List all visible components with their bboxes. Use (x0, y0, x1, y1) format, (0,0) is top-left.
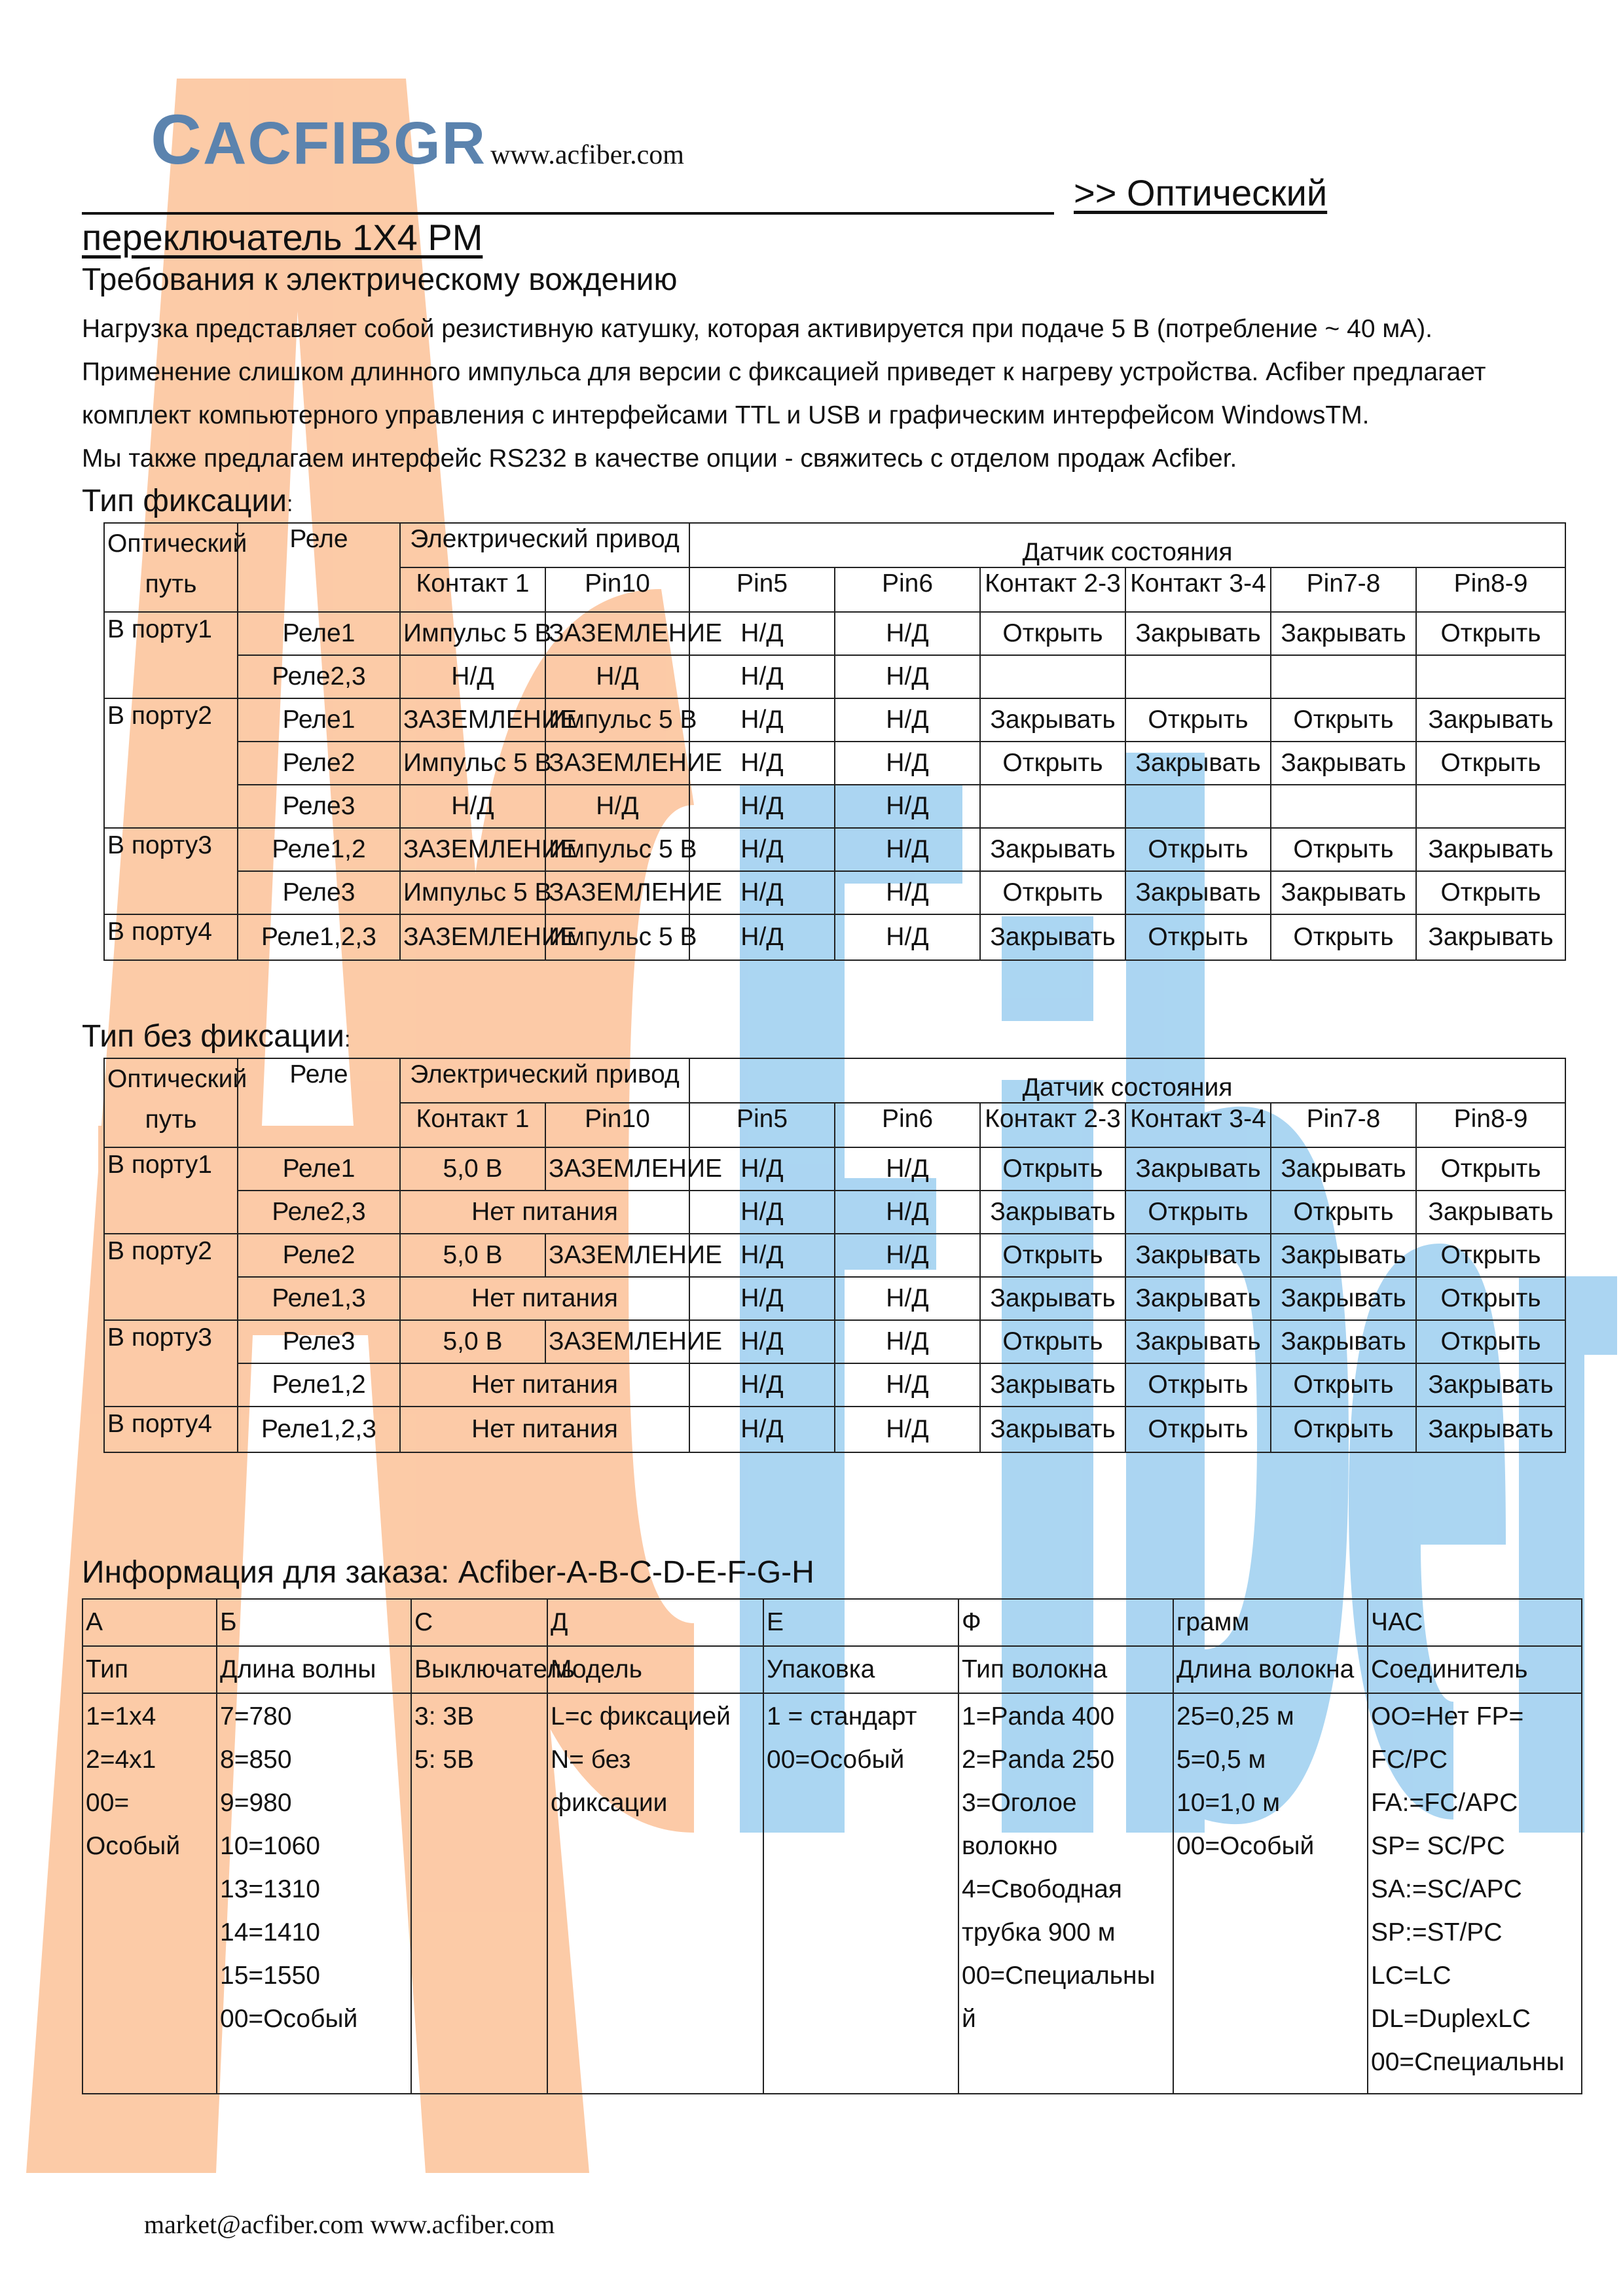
col-contact34: Контакт 3-4 (1125, 567, 1271, 612)
ordering-heading: Информация для заказа: Acfiber-A-B-C-D-E-F-G-H (82, 1555, 814, 1590)
cell-contact1: 5,0 В (400, 1234, 545, 1277)
col-electrical: Электрический привод (400, 1058, 689, 1103)
electrical-line-2: Применение слишком длинного импульса для версии с фиксацией приведет к нагреву устройства. Acfiber предлагает (82, 358, 1486, 386)
cell-relay: Реле1 (238, 612, 400, 655)
cell-p78: Закрывать (1271, 742, 1416, 785)
cell-p78: Открыть (1271, 828, 1416, 871)
cell-p89: Закрывать (1416, 1191, 1565, 1234)
cell-c23: Открыть (980, 1320, 1125, 1363)
col-pin10: Pin10 (545, 567, 689, 612)
cell-pin10: Н/Д (545, 655, 689, 698)
footer-contact: market@acfiber.com www.acfiber.com (144, 2210, 555, 2239)
nonlatched-header-row-1 (104, 1058, 1565, 1103)
cell-p6: Н/Д (835, 1191, 980, 1234)
cell-c23: Закрывать (980, 1407, 1125, 1452)
cell-c23 (980, 785, 1125, 828)
cell-p78: Закрывать (1271, 1277, 1416, 1320)
list-item: волокно (962, 1832, 1058, 1860)
col-status-sensor: Датчик состояния (689, 523, 1565, 567)
ordering-code: Д (547, 1599, 763, 1646)
cell-c23: Закрывать (980, 1363, 1125, 1407)
latched-title: Тип фиксации (82, 484, 287, 518)
cell-pin10: ЗАЗЕМЛЕНИЕ (545, 1234, 689, 1277)
cell-relay: Реле1 (238, 1147, 400, 1191)
col-relay: Реле (238, 523, 400, 612)
col-contact23: Контакт 2-3 (980, 1103, 1125, 1147)
cell-contact1: 5,0 В (400, 1320, 545, 1363)
ordering-label: Длина волокна (1173, 1646, 1368, 1693)
ordering-options (411, 1693, 547, 2094)
list-item: 00=Специальны (962, 1962, 1156, 1990)
list-item: 1=Panda 400 (962, 1702, 1115, 1731)
col-relay: Реле (238, 1058, 400, 1147)
list-item: 25=0,25 м (1176, 1702, 1294, 1731)
ordering-options-row (82, 1693, 1582, 2094)
ordering-code: A (82, 1599, 217, 1646)
cell-pin10: Импульс 5 В (545, 698, 689, 742)
cell-p6: Н/Д (835, 1407, 980, 1452)
cell-p78: Закрывать (1271, 1320, 1416, 1363)
cell-p89: Открыть (1416, 612, 1565, 655)
list-item: 10=1060 (220, 1832, 320, 1860)
col-pin89: Pin8-9 (1416, 1103, 1565, 1147)
ordering-label: Упаковка (763, 1646, 958, 1693)
cell-contact1: ЗАЗЕМЛЕНИЕ (400, 828, 545, 871)
list-item: SA:=SC/APC (1371, 1875, 1522, 1903)
cell-contact1: Н/Д (400, 655, 545, 698)
electrical-line-3: комплект компьютерного управления с интерфейсами TTL и USB и графическим интерфейсом WindowsTM. (82, 401, 1370, 429)
ordering-options (763, 1693, 958, 2094)
cell-p89: Закрывать (1416, 1407, 1565, 1452)
cell-p5: Н/Д (689, 1363, 835, 1407)
ordering-label: Длина волны (217, 1646, 411, 1693)
latched-heading (82, 483, 293, 519)
cell-power: Нет питания (400, 1363, 689, 1407)
cell-p6: Н/Д (835, 1363, 980, 1407)
cell-relay: Реле3 (238, 871, 400, 914)
list-item: трубка 900 м (962, 1918, 1116, 1946)
cell-relay: Реле1 (238, 698, 400, 742)
list-item: 14=1410 (220, 1918, 320, 1946)
ordering-options (1173, 1693, 1368, 2094)
cell-relay: Реле2 (238, 1234, 400, 1277)
ordering-options (547, 1693, 763, 2094)
cell-c23: Открыть (980, 1147, 1125, 1191)
list-item: SP= SC/PC (1371, 1832, 1505, 1860)
company-logo (151, 98, 684, 180)
cell-p78: Открыть (1271, 1407, 1416, 1452)
cell-contact1: Импульс 5 В (400, 871, 545, 914)
electrical-line-4: Мы также предлагаем интерфейс RS232 в качестве опции - свяжитесь с отделом продаж Acfiber. (82, 444, 1237, 473)
list-item: 00= (86, 1789, 130, 1817)
latched-header-row-1 (104, 523, 1565, 567)
cell-optical-path: В порту2 (104, 698, 238, 828)
col-pin6: Pin6 (835, 1103, 980, 1147)
col-contact1: Контакт 1 (400, 1103, 545, 1147)
col-optical-path: Оптический путь (104, 1058, 238, 1147)
list-item: FC/PC (1371, 1746, 1448, 1774)
cell-relay: Реле2,3 (238, 1191, 400, 1234)
cell-contact1: Н/Д (400, 785, 545, 828)
cell-c34: Закрывать (1125, 1147, 1271, 1191)
cell-c34: Закрывать (1125, 1277, 1271, 1320)
list-item: 4=Свободная (962, 1875, 1122, 1903)
cell-p5: Н/Д (689, 1320, 835, 1363)
ordering-code: ЧАС (1368, 1599, 1582, 1646)
cell-c34: Закрывать (1125, 871, 1271, 914)
cell-optical-path: В порту4 (104, 1407, 238, 1452)
table-row (104, 1320, 1565, 1363)
cell-p89: Открыть (1416, 1147, 1565, 1191)
ordering-options (217, 1693, 411, 2094)
cell-p78: Открыть (1271, 1363, 1416, 1407)
cell-c34: Закрывать (1125, 612, 1271, 655)
cell-relay: Реле2 (238, 742, 400, 785)
cell-p89: Открыть (1416, 1320, 1565, 1363)
cell-relay: Реле3 (238, 785, 400, 828)
list-item: 15=1550 (220, 1962, 320, 1990)
cell-p6: Н/Д (835, 698, 980, 742)
table-row (104, 698, 1565, 742)
cell-p6: Н/Д (835, 612, 980, 655)
list-item: 2=Panda 250 (962, 1746, 1115, 1774)
col-contact1: Контакт 1 (400, 567, 545, 612)
cell-c23: Закрывать (980, 914, 1125, 960)
list-item: N= без (551, 1746, 631, 1774)
cell-p89: Закрывать (1416, 828, 1565, 871)
cell-p78: Закрывать (1271, 1234, 1416, 1277)
ordering-label: Выключатель (411, 1646, 547, 1693)
table-row (104, 1363, 1565, 1407)
cell-p78: Закрывать (1271, 871, 1416, 914)
cell-p89: Закрывать (1416, 914, 1565, 960)
list-item: Особый (86, 1832, 181, 1860)
cell-p78 (1271, 785, 1416, 828)
cell-p6: Н/Д (835, 785, 980, 828)
cell-pin10: ЗАЗЕМЛЕНИЕ (545, 1320, 689, 1363)
cell-p78: Открыть (1271, 698, 1416, 742)
list-item: DL=DuplexLC (1371, 2005, 1531, 2033)
cell-p6: Н/Д (835, 1234, 980, 1277)
ordering-code: Ф (958, 1599, 1173, 1646)
ordering-options (1368, 1693, 1582, 2094)
list-item: й (962, 2005, 976, 2033)
cell-p6: Н/Д (835, 655, 980, 698)
cell-c23: Закрывать (980, 1191, 1125, 1234)
cell-c34 (1125, 655, 1271, 698)
logo-brand: CACFIBGR (151, 99, 487, 179)
cell-pin10: ЗАЗЕМЛЕНИЕ (545, 742, 689, 785)
ordering-label-row (82, 1646, 1582, 1693)
cell-contact1: Импульс 5 В (400, 742, 545, 785)
cell-p5: Н/Д (689, 1277, 835, 1320)
ordering-label: Модель (547, 1646, 763, 1693)
col-pin78: Pin7-8 (1271, 1103, 1416, 1147)
cell-c34: Открыть (1125, 1191, 1271, 1234)
table-row (104, 612, 1565, 655)
list-item: FA:=FC/APC (1371, 1789, 1518, 1817)
ordering-code-row (82, 1599, 1582, 1646)
cell-p5: Н/Д (689, 914, 835, 960)
ordering-code: Б (217, 1599, 411, 1646)
cell-c23: Закрывать (980, 828, 1125, 871)
cell-p6: Н/Д (835, 828, 980, 871)
cell-p89: Закрывать (1416, 1363, 1565, 1407)
cell-p89: Закрывать (1416, 698, 1565, 742)
cell-p5: Н/Д (689, 742, 835, 785)
cell-p6: Н/Д (835, 1320, 980, 1363)
col-optical-path: Оптический путь (104, 523, 238, 612)
list-item: OO=Нет FP= (1371, 1702, 1524, 1731)
cell-p5: Н/Д (689, 1191, 835, 1234)
cell-power: Нет питания (400, 1277, 689, 1320)
table-row (104, 1234, 1565, 1277)
electrical-heading: Требования к электрическому вождению (82, 262, 678, 297)
list-item: 00=Специальны (1371, 2048, 1565, 2076)
cell-p78: Закрывать (1271, 1147, 1416, 1191)
table-row (104, 785, 1565, 828)
cell-p5: Н/Д (689, 655, 835, 698)
cell-c34: Открыть (1125, 914, 1271, 960)
col-contact34: Контакт 3-4 (1125, 1103, 1271, 1147)
nonlatched-heading (82, 1018, 350, 1054)
cell-p5: Н/Д (689, 1234, 835, 1277)
cell-p89 (1416, 785, 1565, 828)
breadcrumb-rule (82, 175, 1054, 215)
table-row (104, 1407, 1565, 1452)
cell-relay: Реле1,2,3 (238, 914, 400, 960)
cell-c23: Закрывать (980, 1277, 1125, 1320)
cell-c34: Открыть (1125, 1407, 1271, 1452)
cell-c23: Открыть (980, 1234, 1125, 1277)
cell-p78 (1271, 655, 1416, 698)
nonlatched-title: Тип без фиксации (82, 1019, 344, 1054)
col-pin10: Pin10 (545, 1103, 689, 1147)
logo-site-url: www.acfiber.com (490, 140, 684, 170)
cell-pin10: ЗАЗЕМЛЕНИЕ (545, 612, 689, 655)
cell-relay: Реле3 (238, 1320, 400, 1363)
cell-pin10: Импульс 5 В (545, 914, 689, 960)
ordering-code: С (411, 1599, 547, 1646)
cell-p6: Н/Д (835, 871, 980, 914)
cell-p5: Н/Д (689, 1407, 835, 1452)
cell-pin10: Импульс 5 В (545, 828, 689, 871)
table-row (104, 742, 1565, 785)
cell-p89: Открыть (1416, 1234, 1565, 1277)
cell-p5: Н/Д (689, 828, 835, 871)
table-row (104, 1191, 1565, 1234)
cell-p6: Н/Д (835, 914, 980, 960)
list-item: 13=1310 (220, 1875, 320, 1903)
list-item: фиксации (551, 1789, 668, 1817)
cell-c23: Открыть (980, 742, 1125, 785)
cell-p5: Н/Д (689, 871, 835, 914)
cell-relay: Реле1,2 (238, 1363, 400, 1407)
cell-p78: Открыть (1271, 1191, 1416, 1234)
latched-table (103, 522, 1566, 961)
page-title: переключатель 1X4 PM (82, 217, 483, 258)
cell-optical-path: В порту3 (104, 828, 238, 914)
list-item: 8=850 (220, 1746, 292, 1774)
cell-p6: Н/Д (835, 1147, 980, 1191)
col-status-sensor: Датчик состояния (689, 1058, 1565, 1103)
cell-pin10: ЗАЗЕМЛЕНИЕ (545, 1147, 689, 1191)
cell-c23: Открыть (980, 871, 1125, 914)
col-pin78: Pin7-8 (1271, 567, 1416, 612)
col-pin89: Pin8-9 (1416, 567, 1565, 612)
list-item: 00=Особый (1176, 1832, 1315, 1860)
cell-p89: Открыть (1416, 871, 1565, 914)
cell-p6: Н/Д (835, 1277, 980, 1320)
cell-p6: Н/Д (835, 742, 980, 785)
list-item: 3=Оголое (962, 1789, 1077, 1817)
cell-p5: Н/Д (689, 698, 835, 742)
cell-p89: Открыть (1416, 1277, 1565, 1320)
cell-optical-path: В порту1 (104, 612, 238, 698)
ordering-label: Тип (82, 1646, 217, 1693)
cell-c23: Закрывать (980, 698, 1125, 742)
cell-relay: Реле1,2 (238, 828, 400, 871)
cell-p5: Н/Д (689, 1147, 835, 1191)
cell-optical-path: В порту3 (104, 1320, 238, 1407)
list-item: 2=4x1 (86, 1746, 156, 1774)
cell-optical-path: В порту2 (104, 1234, 238, 1320)
table-row (104, 1277, 1565, 1320)
nonlatched-colon: : (344, 1027, 351, 1052)
cell-optical-path: В порту1 (104, 1147, 238, 1234)
cell-p89: Открыть (1416, 742, 1565, 785)
cell-c34: Закрывать (1125, 1234, 1271, 1277)
list-item: 3: 3В (414, 1702, 475, 1731)
cell-relay: Реле1,2,3 (238, 1407, 400, 1452)
cell-p5: Н/Д (689, 612, 835, 655)
table-row (104, 1147, 1565, 1191)
ordering-code: Е (763, 1599, 958, 1646)
list-item: SP:=ST/PC (1371, 1918, 1503, 1946)
cell-power: Нет питания (400, 1407, 689, 1452)
list-item: 00=Особый (220, 2005, 358, 2033)
cell-contact1: Импульс 5 В (400, 612, 545, 655)
cell-power: Нет питания (400, 1191, 689, 1234)
cell-relay: Реле2,3 (238, 655, 400, 698)
cell-p5: Н/Д (689, 785, 835, 828)
cell-c23 (980, 655, 1125, 698)
list-item: 10=1,0 м (1176, 1789, 1281, 1817)
nonlatched-table (103, 1058, 1566, 1453)
electrical-line-1: Нагрузка представляет собой резистивную катушку, которая активируется при подаче 5 В (потребление ~ 40 мА). (82, 315, 1433, 343)
cell-c34: Закрывать (1125, 742, 1271, 785)
cell-c34 (1125, 785, 1271, 828)
list-item: L=с фиксацией (551, 1702, 731, 1731)
electrical-description (82, 308, 1588, 480)
cell-p89 (1416, 655, 1565, 698)
list-item: 7=780 (220, 1702, 292, 1731)
cell-contact1: ЗАЗЕМЛЕНИЕ (400, 914, 545, 960)
ordering-options (958, 1693, 1173, 2094)
list-item: LC=LC (1371, 1962, 1451, 1990)
cell-c23: Открыть (980, 612, 1125, 655)
cell-relay: Реле1,3 (238, 1277, 400, 1320)
breadcrumb-category: >> Оптический (1074, 172, 1328, 213)
table-row (104, 655, 1565, 698)
col-contact23: Контакт 2-3 (980, 567, 1125, 612)
ordering-table (82, 1598, 1582, 2094)
cell-pin10: Н/Д (545, 785, 689, 828)
ordering-label: Соединитель (1368, 1646, 1582, 1693)
table-row (104, 914, 1565, 960)
table-row (104, 828, 1565, 871)
list-item: 00=Особый (767, 1746, 905, 1774)
list-item: 5: 5В (414, 1746, 475, 1774)
table-row (104, 871, 1565, 914)
list-item: 1 = стандарт (767, 1702, 917, 1731)
cell-p78: Открыть (1271, 914, 1416, 960)
ordering-code: грамм (1173, 1599, 1368, 1646)
cell-contact1: ЗАЗЕМЛЕНИЕ (400, 698, 545, 742)
ordering-options (82, 1693, 217, 2094)
cell-c34: Открыть (1125, 1363, 1271, 1407)
col-pin5: Pin5 (689, 567, 835, 612)
cell-c34: Закрывать (1125, 1320, 1271, 1363)
col-pin5: Pin5 (689, 1103, 835, 1147)
list-item: 9=980 (220, 1789, 292, 1817)
list-item: 1=1x4 (86, 1702, 156, 1731)
cell-p78: Закрывать (1271, 612, 1416, 655)
cell-contact1: 5,0 В (400, 1147, 545, 1191)
ordering-label: Тип волокна (958, 1646, 1173, 1693)
col-pin6: Pin6 (835, 567, 980, 612)
cell-pin10: ЗАЗЕМЛЕНИЕ (545, 871, 689, 914)
cell-c34: Открыть (1125, 828, 1271, 871)
list-item: 5=0,5 м (1176, 1746, 1266, 1774)
latched-colon: : (287, 492, 293, 516)
col-electrical: Электрический привод (400, 523, 689, 567)
cell-c34: Открыть (1125, 698, 1271, 742)
cell-optical-path: В порту4 (104, 914, 238, 960)
